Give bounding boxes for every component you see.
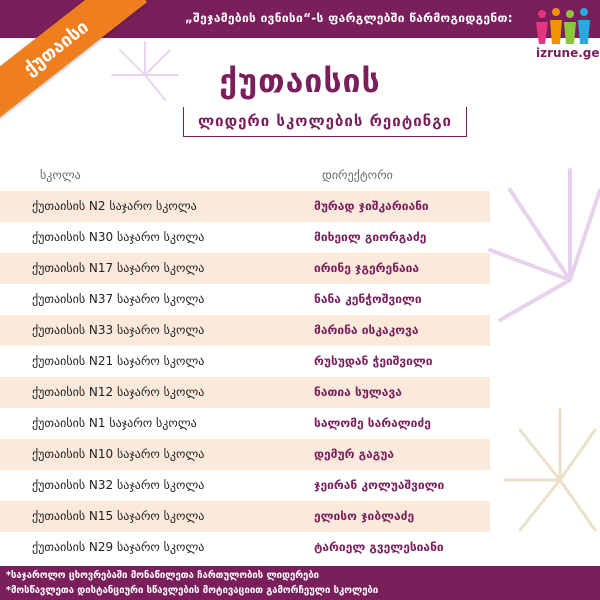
school-name: ქუთაისის N1 საჯარო სკოლა bbox=[32, 416, 197, 430]
director-name: ნათია სულავა bbox=[314, 385, 402, 399]
table-row bbox=[0, 315, 490, 346]
school-name: ქუთაისის N32 საჯარო სკოლა bbox=[32, 478, 205, 492]
header-director: დირექტორი bbox=[322, 168, 393, 182]
table-row bbox=[0, 501, 490, 532]
director-name: დემურ გაგუა bbox=[314, 447, 394, 461]
ribbon-label: ქუთაისი bbox=[19, 16, 93, 80]
table-row bbox=[0, 439, 490, 470]
school-name: ქუთაისის N2 საჯარო სკოლა bbox=[32, 199, 197, 213]
school-name: ქუთაისის N17 საჯარო სკოლა bbox=[32, 261, 205, 275]
school-name: ქუთაისის N10 საჯარო სკოლა bbox=[32, 447, 205, 461]
director-name: ირინე ჯგერენაია bbox=[314, 261, 420, 275]
page-subtitle: ლიდერი სკოლების რეიტინგი bbox=[198, 112, 452, 130]
school-name: ქუთაისის N30 საჯარო სკოლა bbox=[32, 230, 205, 244]
logo-text: izrune.ge bbox=[536, 46, 600, 60]
director-name: რუსუდან ჭეიშვილი bbox=[314, 354, 433, 368]
table-row bbox=[0, 253, 490, 284]
director-name: ელისო ჯიბლაძე bbox=[314, 509, 415, 523]
table-row bbox=[0, 470, 490, 501]
school-name: ქუთაისის N37 საჯარო სკოლა bbox=[32, 292, 205, 306]
table-row bbox=[0, 191, 490, 222]
director-name: მიხეილ გიორგაძე bbox=[314, 230, 427, 244]
director-name: ჯეირან კოლუაშვილი bbox=[314, 478, 445, 492]
table-row bbox=[0, 284, 490, 315]
school-name: ქუთაისის N12 საჯარო სკოლა bbox=[32, 385, 205, 399]
table-row bbox=[0, 408, 490, 439]
ranking-table bbox=[0, 160, 600, 563]
banner-text: „შეჯამების ივნისი“-ს ფარგლებში წარმოგიდგენთ: bbox=[185, 11, 513, 25]
table-row bbox=[0, 222, 490, 253]
director-name: ტარიელ გველესიანი bbox=[314, 540, 444, 554]
header-school: სკოლა bbox=[40, 168, 81, 182]
director-name: მურად ჯიშკარიანი bbox=[314, 199, 429, 213]
school-name: ქუთაისის N21 საჯარო სკოლა bbox=[32, 354, 205, 368]
director-name: ნანა კენჭოშვილი bbox=[314, 292, 422, 306]
footer-note-1: *საჯაროლო ცხოვრებაში მონაწილეთა ჩართულობის ლიდერები bbox=[6, 570, 320, 581]
school-name: ქუთაისის N15 საჯარო სკოლა bbox=[32, 509, 205, 523]
director-name: სალომე სარალიძე bbox=[314, 416, 431, 430]
footer-note-2: *მოსწავლეთა დისტანციური სწავლების მოტივაციით გამორჩეული სკოლები bbox=[6, 585, 379, 596]
table-header bbox=[0, 160, 600, 191]
director-name: მარინა ისკაკოვა bbox=[314, 323, 419, 337]
table-row bbox=[0, 377, 490, 408]
people-logo-icon bbox=[532, 6, 596, 46]
table-row bbox=[0, 532, 490, 563]
table-row bbox=[0, 346, 490, 377]
school-name: ქუთაისის N33 საჯარო სკოლა bbox=[32, 323, 205, 337]
school-name: ქუთაისის N29 საჯარო სკოლა bbox=[32, 540, 205, 554]
page-title: ქუთაისის bbox=[219, 62, 381, 100]
footer-notes bbox=[0, 566, 600, 600]
izrune-logo[interactable] bbox=[532, 6, 600, 66]
